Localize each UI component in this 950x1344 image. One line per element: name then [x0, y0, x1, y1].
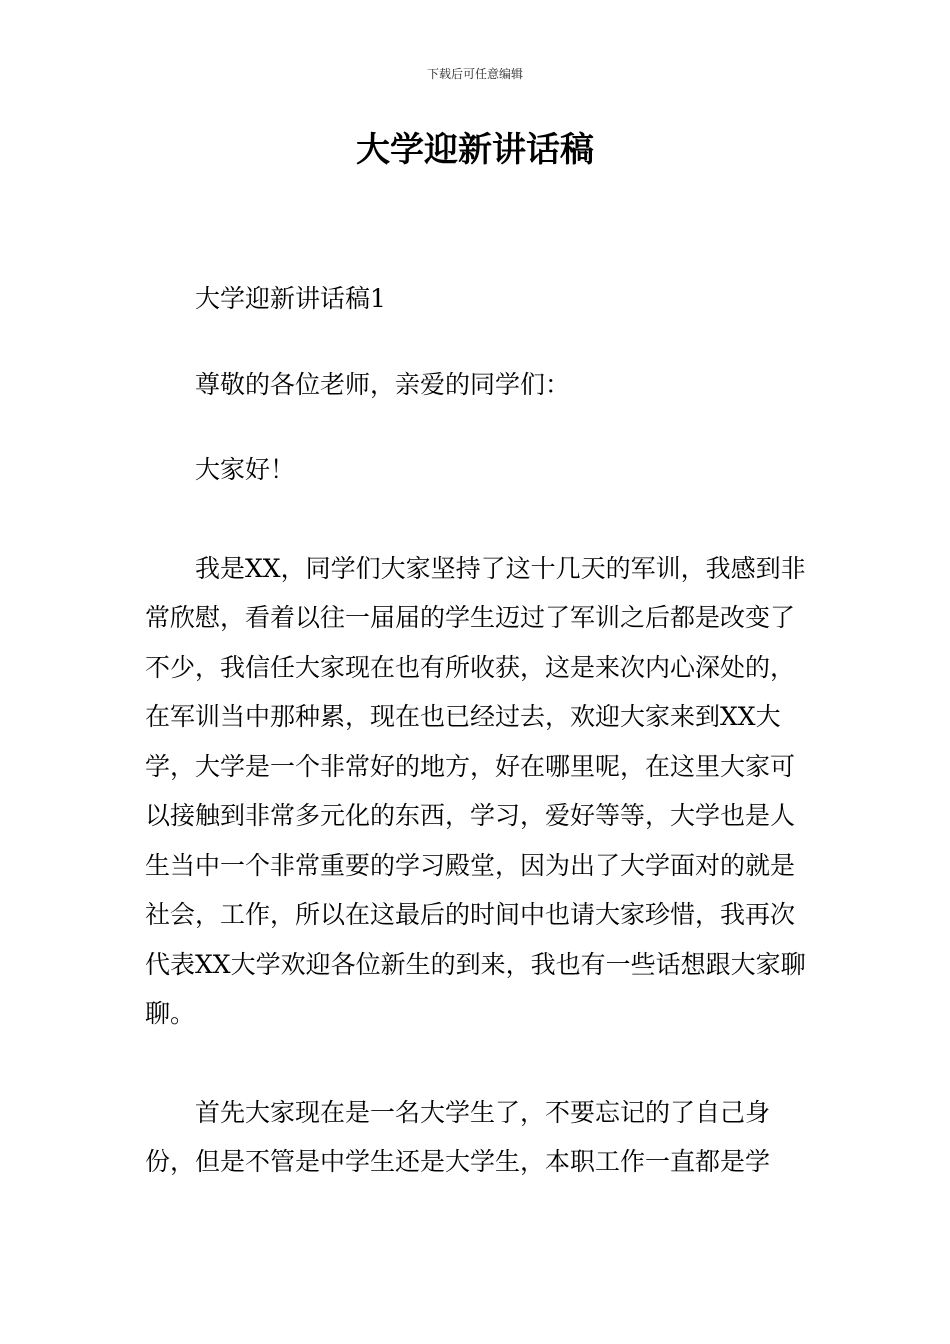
document-body	[145, 274, 810, 1187]
section-heading: 大学迎新讲话稿1	[195, 284, 386, 313]
body-paragraph: 我是XX，同学们大家坚持了这十几天的军训，我感到非常欣慰，看着以往一届届的学生迈过了军训之后都是改变了不少，我信任大家现在也有所收获，这是来次内心深处的，在军训当中那种累，现在也已经过去，欢迎大家来到XX大学，大学是一个非常好的地方，好在哪里呢，在这里大家可以接触到非常多元化的东西，学习，爱好等等，大学也是人生当中一个非常重要的学习殿堂，因为出了大学面对的就是社会，工作，所以在这最后的时间中也请大家珍惜，我再次代表XX大学欢迎各位新生的到来，我也有一些话想跟大家聊聊。	[145, 553, 806, 1028]
header-note: 下载后可任意编辑	[426, 67, 523, 81]
body-paragraph: 首先大家现在是一名大学生了，不要忘记的了自己身份，但是不管是中学生还是大学生，本职工作一直都是学	[145, 1097, 771, 1176]
document-title: 大学迎新讲话稿	[356, 130, 594, 170]
greeting-line: 大家好！	[195, 455, 296, 484]
salutation-line: 尊敬的各位老师，亲爱的同学们：	[195, 369, 571, 399]
